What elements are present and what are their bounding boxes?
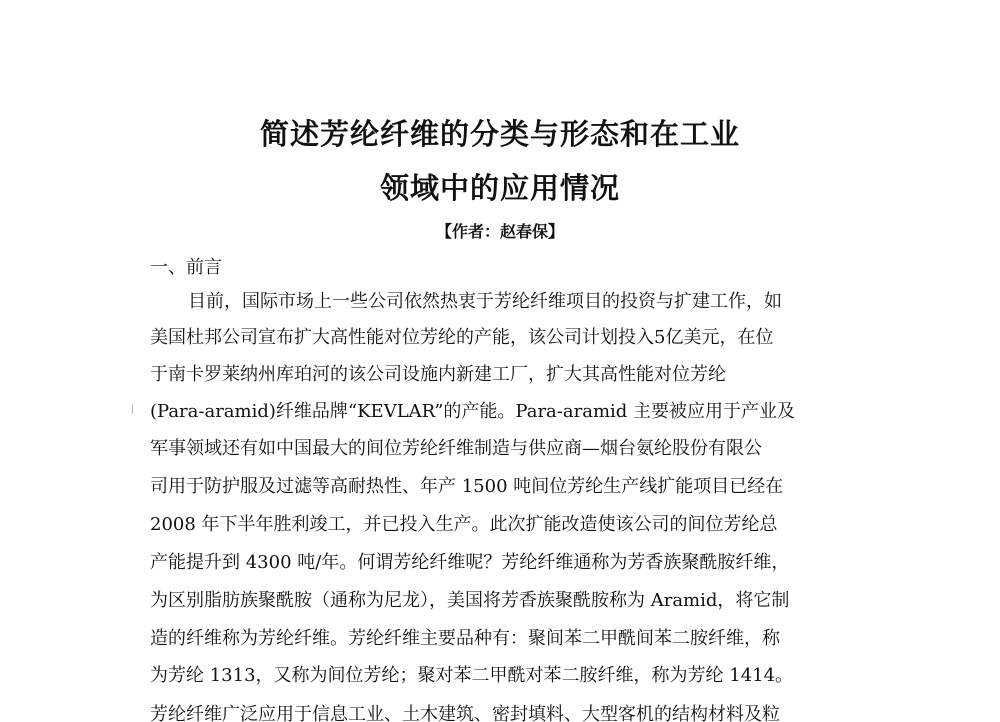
section-heading: 一、前言	[150, 257, 222, 278]
paragraph-line: 为芳纶 1313，又称为间位芳纶；聚对苯二甲酰对苯二胺纤维，称为芳纶 1414。	[150, 665, 794, 686]
paragraph-line: 2008 年下半年胜利竣工，并已投入生产。此次扩能改造使该公司的间位芳纶总	[150, 514, 778, 535]
paragraph-line: 造的纤维称为芳纶纤维。芳纶纤维主要品种有：聚间苯二甲酰间苯二胺纤维，称	[150, 628, 780, 649]
author-line: 【作者：赵春保】	[435, 222, 564, 241]
title-line-2: 领域中的应用情况	[379, 171, 620, 205]
paragraph-line: 芳纶纤维广泛应用于信息工业、土木建筑、密封填料、大型客机的结构材料及粒	[150, 704, 780, 722]
margin-mark	[132, 404, 133, 414]
paragraph-line: 为区别脂肪族聚酰胺（通称为尼龙），美国将芳香族聚酰胺称为 Aramid，将它制	[150, 590, 790, 611]
paragraph-line: 目前，国际市场上一些公司依然热衷于芳纶纤维项目的投资与扩建工作，如	[188, 291, 782, 312]
paragraph-line: 司用于防护服及过滤等高耐热性、年产 1500 吨间位芳纶生产线扩能项目已经在	[150, 476, 784, 497]
paragraph-line: 美国杜邦公司宣布扩大高性能对位芳纶的产能，该公司计划投入5亿美元，在位	[150, 327, 774, 348]
paragraph-line: 产能提升到 4300 吨/年。何谓芳纶纤维呢？芳纶纤维通称为芳香族聚酰胺纤维，	[150, 552, 790, 573]
title-line-1: 简述芳纶纤维的分类与形态和在工业	[259, 117, 740, 151]
paragraph-line: 于南卡罗莱纳州库珀河的该公司设施内新建工厂，扩大其高性能对位芳纶	[150, 364, 726, 385]
paragraph-line: 军事领域还有如中国最大的间位芳纶纤维制造与供应商—烟台氨纶股份有限公	[150, 438, 762, 459]
paragraph-line: (Para-aramid)纤维品牌“KEVLAR”的产能。Para-aramid 主要被应用于产业及	[150, 401, 796, 422]
